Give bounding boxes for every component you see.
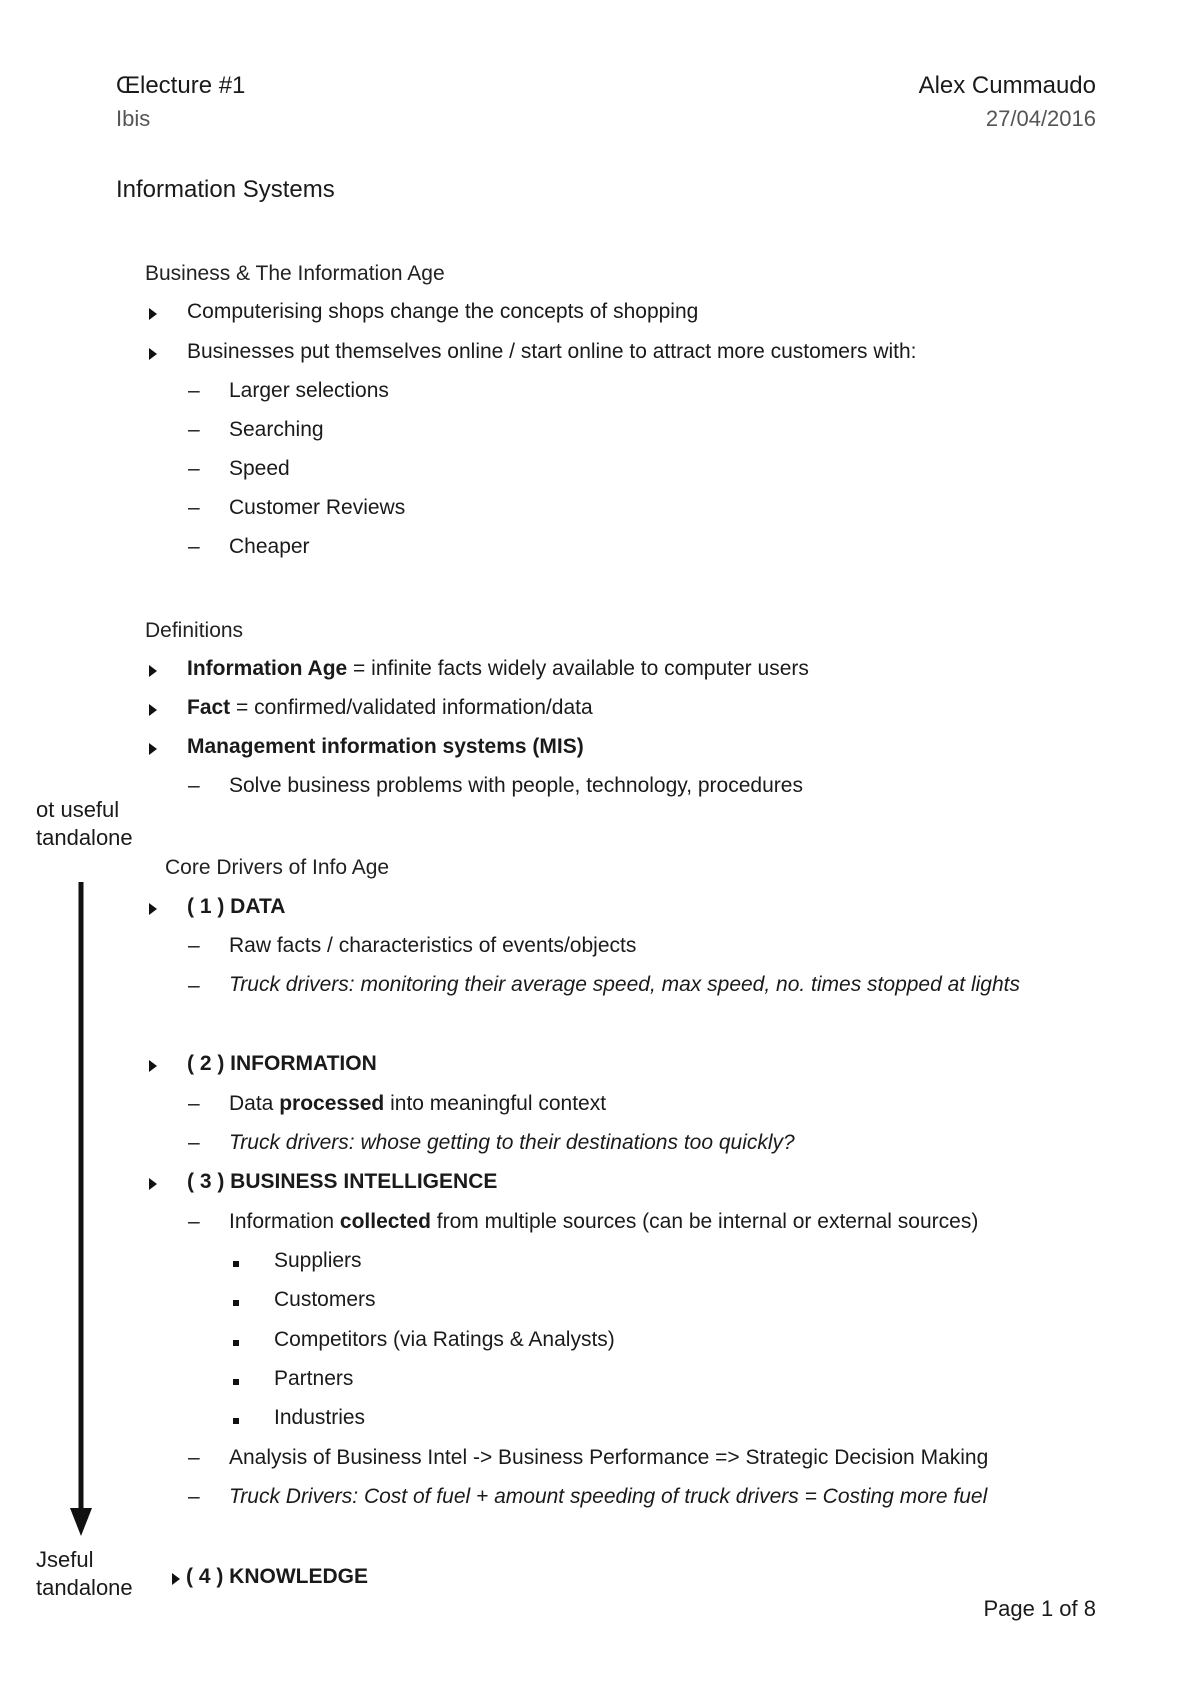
course-label: Œlecture #1 bbox=[116, 72, 246, 99]
definition-term: Management information systems (MIS) bbox=[187, 735, 584, 758]
margin-note-line: tandalone bbox=[36, 1575, 133, 1600]
dash-marker: – bbox=[188, 379, 200, 402]
source-item: Suppliers bbox=[274, 1249, 362, 1272]
dash-marker: – bbox=[188, 457, 200, 480]
triangle-bullet-icon bbox=[149, 1178, 157, 1190]
dash-marker: – bbox=[188, 774, 200, 797]
page-number: Page 1 of 8 bbox=[983, 1596, 1096, 1621]
down-arrow-icon bbox=[66, 880, 96, 1540]
bullet-text: Computerising shops change the concepts of shopping bbox=[187, 300, 699, 323]
triangle-bullet-icon bbox=[149, 348, 157, 360]
list-item-emphasis: collected bbox=[339, 1210, 431, 1233]
source-item: Partners bbox=[274, 1367, 354, 1390]
institution-label: Ibis bbox=[116, 106, 151, 131]
triangle-bullet-icon bbox=[149, 743, 157, 755]
list-item: Searching bbox=[229, 418, 324, 441]
driver-label bbox=[187, 1052, 377, 1076]
date-label: 27/04/2016 bbox=[985, 106, 1096, 131]
list-item-text: from multiple sources (can be internal or external sources) bbox=[430, 1210, 979, 1233]
margin-note-bottom bbox=[36, 1546, 133, 1602]
dash-marker: – bbox=[188, 934, 200, 957]
author-name: Alex Cummaudo bbox=[918, 72, 1096, 99]
triangle-bullet-icon bbox=[149, 903, 157, 915]
definition-text: = infinite facts widely available to computer users bbox=[347, 657, 809, 680]
list-item: Larger selections bbox=[229, 379, 389, 402]
list-item: Solve business problems with people, technology, procedures bbox=[229, 774, 803, 797]
section-heading-core-drivers: Core Drivers of Info Age bbox=[165, 856, 390, 879]
triangle-bullet-icon bbox=[149, 308, 157, 320]
square-bullet-icon bbox=[233, 1379, 239, 1385]
source-item: Customers bbox=[274, 1288, 376, 1311]
bullet-text: Businesses put themselves online / start online to attract more customers with: bbox=[187, 340, 917, 363]
list-item-emphasis: processed bbox=[279, 1092, 385, 1115]
square-bullet-icon bbox=[233, 1418, 239, 1424]
driver-label-text: ( 2 ) INFORMATION bbox=[187, 1052, 377, 1075]
margin-note-line: tandalone bbox=[36, 825, 133, 850]
source-item: Industries bbox=[274, 1406, 366, 1429]
definition-item bbox=[187, 657, 809, 681]
source-item: Competitors (via Ratings & Analysts) bbox=[274, 1328, 615, 1351]
square-bullet-icon bbox=[233, 1261, 239, 1267]
definition-item bbox=[187, 735, 584, 759]
definition-term: Information Age bbox=[187, 657, 348, 680]
list-item: Customer Reviews bbox=[229, 496, 406, 519]
definition-term: Fact bbox=[187, 696, 231, 719]
dash-marker: – bbox=[188, 1092, 200, 1115]
section-heading-business: Business & The Information Age bbox=[145, 262, 445, 285]
dash-marker: – bbox=[188, 418, 200, 441]
triangle-bullet-icon bbox=[149, 704, 157, 716]
triangle-bullet-icon bbox=[149, 665, 157, 677]
list-item: Raw facts / characteristics of events/objects bbox=[229, 934, 637, 957]
page-title: Information Systems bbox=[116, 176, 335, 203]
list-item-text: into meaningful context bbox=[384, 1092, 607, 1115]
driver-label-text: ( 3 ) BUSINESS INTELLIGENCE bbox=[187, 1170, 498, 1193]
dash-marker: – bbox=[188, 1210, 200, 1233]
square-bullet-icon bbox=[233, 1340, 239, 1346]
example-text: Truck drivers: monitoring their average speed, max speed, no. times stopped at lights bbox=[229, 973, 1020, 996]
definition-text: = confirmed/validated information/data bbox=[230, 696, 593, 719]
example-text: Truck Drivers: Cost of fuel + amount speeding of truck drivers = Costing more fuel bbox=[229, 1485, 988, 1508]
square-bullet-icon bbox=[233, 1300, 239, 1306]
list-item-text: Data bbox=[229, 1092, 280, 1115]
dash-marker: – bbox=[188, 535, 200, 558]
margin-note-line: ot useful bbox=[36, 797, 120, 822]
driver-label-text: ( 1 ) DATA bbox=[187, 895, 286, 918]
list-item: Analysis of Business Intel -> Business Performance => Strategic Decision Making bbox=[229, 1446, 989, 1469]
list-item: Speed bbox=[229, 457, 290, 480]
driver-label bbox=[187, 895, 285, 919]
list-item bbox=[229, 1092, 606, 1116]
list-item-text: Information bbox=[229, 1210, 340, 1233]
driver-label-text: ( 4 ) KNOWLEDGE bbox=[186, 1565, 368, 1588]
list-item bbox=[229, 1210, 978, 1234]
dash-marker: – bbox=[188, 974, 200, 997]
dash-marker: – bbox=[188, 496, 200, 519]
dash-marker: – bbox=[188, 1446, 200, 1469]
section-heading-definitions: Definitions bbox=[145, 619, 244, 642]
example-text: Truck drivers: whose getting to their destinations too quickly? bbox=[229, 1131, 795, 1154]
dash-marker: – bbox=[188, 1131, 200, 1154]
triangle-bullet-icon bbox=[149, 1060, 157, 1072]
driver-label bbox=[186, 1565, 368, 1589]
dash-marker: – bbox=[188, 1485, 200, 1508]
triangle-bullet-icon bbox=[172, 1573, 180, 1585]
definition-item bbox=[187, 696, 593, 720]
margin-note-line: Jseful bbox=[36, 1547, 94, 1572]
margin-note-top bbox=[36, 796, 133, 852]
list-item: Cheaper bbox=[229, 535, 310, 558]
driver-label bbox=[187, 1170, 497, 1194]
